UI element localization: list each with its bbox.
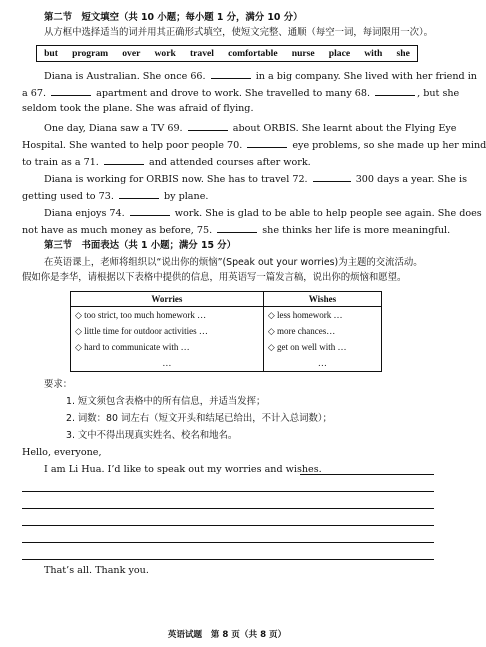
word-bank-item: but [44, 48, 58, 59]
essay-opening: I am Li Hua. I’d like to speak out my worries and wishes. [44, 464, 322, 475]
word-bank-item: with [364, 48, 383, 59]
word-bank-item: travel [189, 48, 214, 59]
table-cell: ◇ more chances… [263, 323, 381, 339]
table-cell: ◇ hard to communicate with … [71, 339, 264, 355]
writing-line[interactable] [300, 474, 434, 475]
table-cell: ◇ get on well with … [263, 339, 381, 355]
page-footer: 英语试题 第 8 页（共 8 页） [167, 630, 287, 640]
passage-line: One day, Diana saw a TV 69. about ORBIS. She learnt about the Flying Eye [44, 123, 457, 134]
answer-blank-71[interactable] [104, 155, 144, 165]
essay-closing: That’s all. Thank you. [44, 565, 149, 576]
section2-instruction: 从方框中选择适当的词并用其正确形式填空，使短文完整、通顺（每空一词，每词限用一次）。 [44, 27, 434, 38]
table-cell: ◇ less homework … [263, 307, 381, 324]
word-bank-item: nurse [291, 48, 315, 59]
table-cell: ◇ too strict, too much homework … [71, 307, 264, 324]
answer-blank-72[interactable] [313, 172, 351, 182]
answer-blank-70[interactable] [247, 138, 287, 148]
passage-line: a 67. apartment and drove to work. She travelled to many 68. , but she [22, 88, 460, 99]
writing-line[interactable] [22, 525, 434, 526]
word-bank [36, 45, 418, 62]
writing-line[interactable] [22, 542, 434, 543]
answer-blank-68[interactable] [375, 86, 415, 96]
writing-line[interactable] [22, 491, 434, 492]
word-bank-item: program [72, 48, 109, 59]
requirements-label: 要求： [44, 379, 73, 390]
section3-prompt: 在英语课上，老师将组织以“说出你的烦恼”(Speak out your worries)为主题的交流活动。 [44, 257, 423, 268]
passage-line: getting used to 73. by plane. [22, 191, 209, 202]
word-bank-item: she [396, 48, 410, 59]
word-bank-item: place [328, 48, 351, 59]
writing-line[interactable] [22, 559, 434, 560]
passage-line: Diana is working for ORBIS now. She has to travel 72. 300 days a year. She is [44, 174, 468, 185]
word-bank-item: work [154, 48, 176, 59]
word-bank-item: comfortable [228, 48, 278, 59]
passage-line: to train as a 71. and attended courses after work. [22, 157, 311, 168]
section2-title: 第二节 短文填空（共 10 小题；每小题 1 分，满分 10 分） [44, 12, 303, 23]
table-cell: … [263, 355, 381, 372]
essay-greeting: Hello, everyone, [22, 447, 102, 458]
section3-title: 第三节 书面表达（共 1 小题；满分 15 分） [44, 240, 237, 251]
table-header-worries: Worries [71, 292, 264, 307]
answer-blank-69[interactable] [188, 121, 228, 131]
passage-line: seldom took the plane. She was afraid of flying. [22, 103, 254, 114]
answer-blank-67[interactable] [51, 86, 91, 96]
answer-blank-75[interactable] [217, 223, 257, 233]
answer-blank-66[interactable] [211, 69, 251, 79]
passage-line: Hospital. She wanted to help poor people 70. eye problems, so she made up her mind [22, 140, 486, 151]
worries-wishes-table [70, 291, 382, 372]
writing-line[interactable] [22, 508, 434, 509]
passage-line: Diana enjoys 74. work. She is glad to be able to help people see again. She does [44, 208, 482, 219]
requirement-item: 1. 短文须包含表格中的所有信息，并适当发挥； [66, 396, 266, 407]
answer-blank-73[interactable] [119, 189, 159, 199]
passage-line: not have as much money as before, 75. she thinks her life is more meaningful. [22, 225, 451, 236]
requirement-item: 3. 文中不得出现真实姓名、校名和地名。 [66, 430, 238, 441]
word-bank-item: over [122, 48, 141, 59]
answer-blank-74[interactable] [130, 206, 170, 216]
passage-line: Diana is Australian. She once 66. in a big company. She lived with her friend in [44, 71, 477, 82]
table-cell: ◇ little time for outdoor activities … [71, 323, 264, 339]
section3-prompt: 假如你是李华，请根据以下表格中提供的信息，用英语写一篇发言稿，说出你的烦恼和愿望。 [22, 272, 407, 283]
table-header-wishes: Wishes [263, 292, 381, 307]
requirement-item: 2. 词数：80 词左右（短文开头和结尾已给出，不计入总词数）； [66, 413, 332, 424]
table-cell: … [71, 355, 264, 372]
